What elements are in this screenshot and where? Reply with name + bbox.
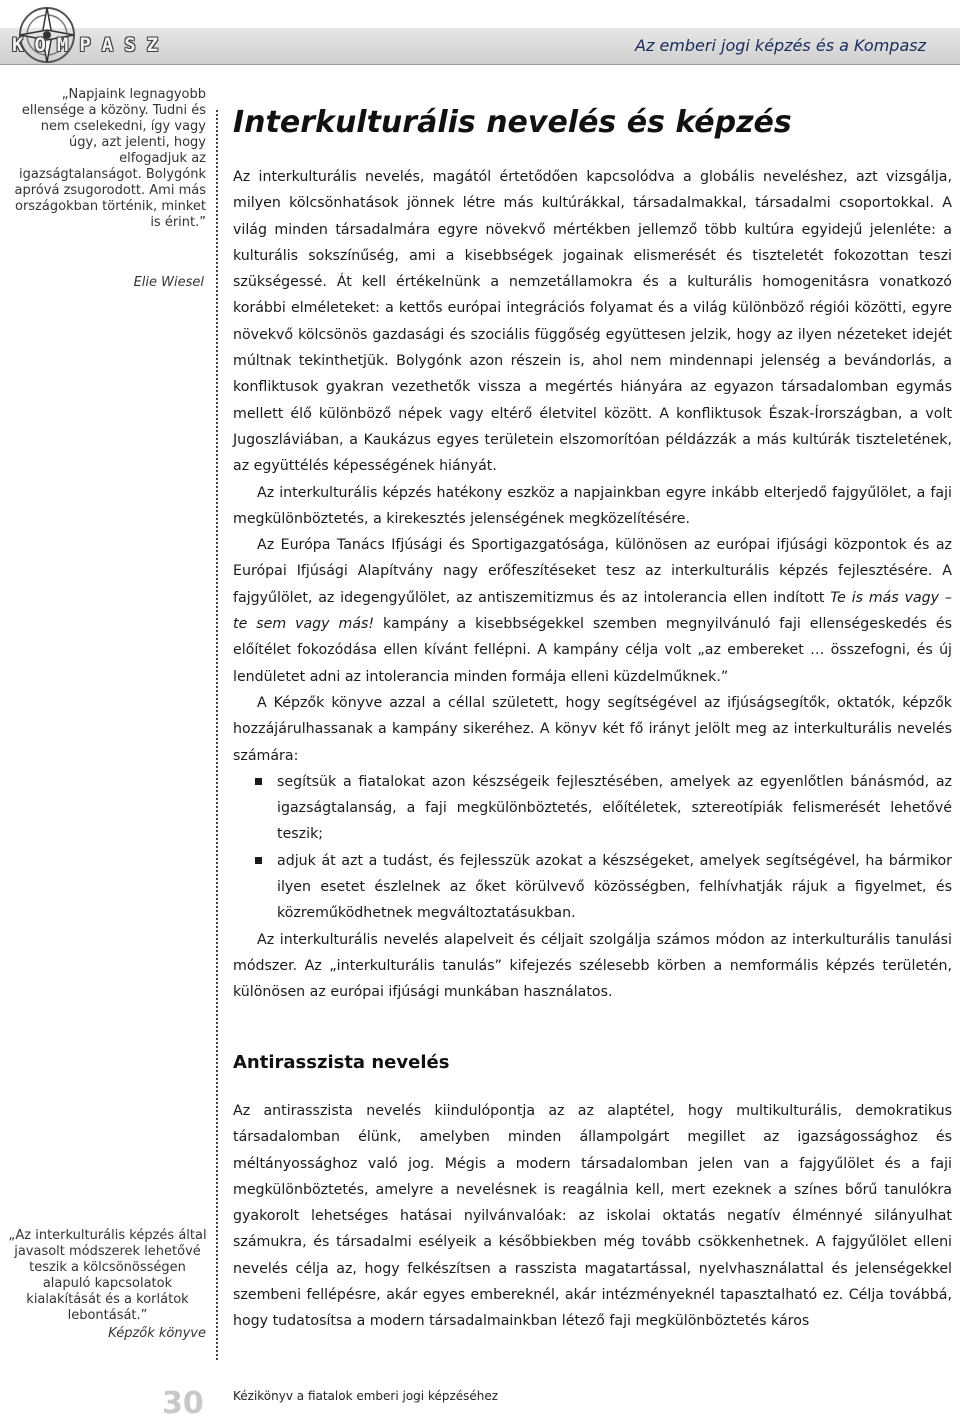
square-bullet-icon bbox=[255, 778, 262, 785]
page-number: 30 bbox=[162, 1386, 204, 1421]
paragraph: Az interkulturális képzés hatékony eszköz a napjainkban egyre inkább elterjedő fajgyűlölet, a faji megkülönböztetés, a kirekesztés jelenségének megközelítésére. bbox=[233, 484, 952, 527]
list-item bbox=[233, 769, 952, 848]
list-item-text: segítsük a fiatalokat azon készségeik fejlesztésében, amelyek az egyenlőtlen bánásmód, az igazságtalanság, a faji megkülönböztetés, előítéletek, sztereotípiák felismerését lehetővé teszik; bbox=[277, 773, 952, 843]
footer-text: Kézikönyv a fiatalok emberi jogi képzéséhez bbox=[233, 1389, 499, 1403]
quote-author: Elie Wiesel bbox=[133, 275, 204, 290]
square-bullet-icon bbox=[255, 857, 262, 864]
paragraph-text: kampány a kisebbségekkel szemben megnyilvánuló faji ellenségeskedés és előítélet fokozódása ellen kívánt fellépni. A kampány célja volt „az embereket … összefogni, és új lendületet adni az intolerancia minden formája elleni küzdelműknek.” bbox=[233, 616, 952, 685]
list-item-text: adjuk át azt a tudást, és fejlesszük azokat a készségeket, amelyek segítségével, ha bármikor ilyen esetet észlelnek az őket körülvevő közösségben, felhívhatják rájuk a figyelmet, és közreműködhetnek megváltoztatásukban. bbox=[277, 852, 952, 922]
campaign-name: Te is más vagy – te sem vagy más! bbox=[233, 589, 952, 633]
page-header bbox=[0, 0, 960, 70]
paragraph: Az interkulturális nevelés alapelveit és céljait szolgálja számos módon az interkulturális tanulási módszer. Az „interkulturális tanulás” kifejezés szélesebb körben a nemformális képzés területén, különösen az európai ifjúsági munkában használatos. bbox=[233, 931, 952, 1001]
page-title: Interkulturális nevelés és képzés bbox=[233, 105, 792, 140]
column-divider bbox=[216, 110, 218, 1360]
bullet-list bbox=[233, 769, 952, 927]
sidebar-quote: „Napjaink legnagyobb ellensége a közöny. Tudni és nem cselekedni, így vagy úgy, azt jelenti, hogy elfogadjuk az igazságtalanságot. Bolygónk apróvá zsugorodott. Ami más országokban történik, minket is érint.” bbox=[14, 87, 206, 230]
list-item bbox=[233, 848, 952, 927]
logo-wordmark: KOMPASZ bbox=[12, 34, 170, 56]
main-text bbox=[233, 164, 952, 1006]
quote-author: Képzők könyve bbox=[108, 1326, 206, 1341]
paragraph-text: Az Európa Tanács Ifjúsági és Sportigazgatósága, különösen az európai ifjúsági központok és az Európai Ifjúsági Alapítvány nagy erőfeszítéseket tesz az interkulturális képzés fejlesztésére. A fajgyűlölet, az idegengyűlölet, az antiszemitizmus és az intolerancia ellen indított bbox=[233, 537, 952, 606]
paragraph bbox=[233, 532, 952, 690]
paragraph: A Képzők könyve azzal a céllal született, hogy segítségével az ifjúságsegítők, oktatók, képzők hozzájárulhassanak a kampány sikeréhez. A könyv két fő irányt jelölt meg az interkulturális nevelés számára: bbox=[233, 694, 952, 764]
section-title: Antirasszista nevelés bbox=[233, 1052, 450, 1073]
running-title: Az emberi jogi képzés és a Kompasz bbox=[635, 36, 926, 55]
sidebar-quote: „Az interkulturális képzés által javasolt módszerek lehetővé teszik a kölcsönösségen alapuló kapcsolatok kialakítását és a korlátok lebontását.” bbox=[8, 1228, 207, 1323]
paragraph: Az interkulturális nevelés, magától értetődően kapcsolódva a globális neveléshez, azt vizsgálja, milyen kölcsönhatások jönnek létre más kultúrákkal, társadalmakkal, társadalmi csoportokkal. A világ minden társadalmára egyre növekvő mértékben jellemző több kultúra egyidejű jelenléte: a kulturális sokszínűség, ami a kisebbségek jogainak elismerését és tiszteletét fokozottan teszi szükségessé. Át kell értékelnünk a nemzetállamokra és a kulturális homogenitásra vonatkozó korábbi elméleteket: a kettős európai integrációs folyamat és a világ különböző régiói közötti, egyre növekvő kölcsönös gazdasági és szociális függőség együttesen jelzik, hogy az ilyen nézeteket idejét múltnak tekinthetjük. Bolygónk azon részein is, ahol nem mindennapi jelenség a bevándorlás, a konfliktusok gyakran vezethetők vissza a megértés hiányára az egyazon társadalomban egymás mellett élő különböző népek vagy eltérő életvitel között. A konfliktusok Észak-Írországban, a volt Jugoszláviában, a Kaukázus egyes területein elszomorítóan példázzák a más kultúrák tiszteletének, az együttélés képességének hiányát. bbox=[233, 169, 952, 475]
paragraph: Az antirasszista nevelés kiindulópontja az az alaptétel, hogy multikulturális, demokratikus társadalomban élünk, amelyben minden állampolgárt megillet az igazságossághoz és méltányossághoz való jog. Mégis a modern társadalomban jelen van a fajgyűlölet és a faji megkülönböztetés, amelyre a nevelésnek is reagálnia kell, mert ezeknek a színes bőrű tanulókra gyakorolt lehetséges hatásai nyilvánvalóak: az iskolai oktatás negatív élménnyé silányulhat számukra, és társadalmi esélyeik a későbbiekben még tovább csökkenhetnek. A fajgyűlölet elleni nevelés célja az, hogy felkészítsen a rasszista magatartással, nyelvhasználattal és jelenségekkel szembeni fellépésre, akár egyes embereknél, akár intézményeknél tapasztalható ez. Célja továbbá, hogy tudatosítsa a modern társadalmainkban létező faji megkülönböztetés káros bbox=[233, 1103, 952, 1330]
section-text bbox=[233, 1098, 952, 1335]
